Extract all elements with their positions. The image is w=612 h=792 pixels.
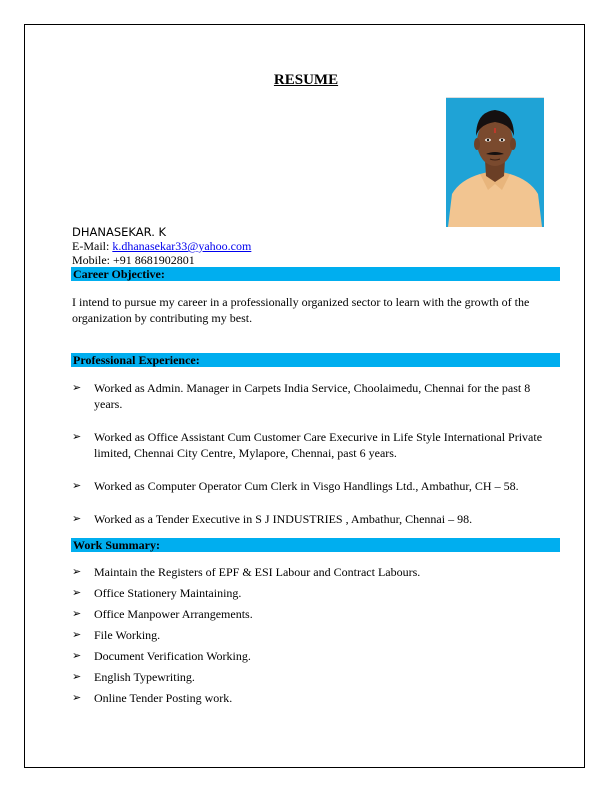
email-link[interactable]: k.dhanasekar33@yahoo.com [112, 239, 252, 253]
experience-list [72, 380, 552, 544]
candidate-name: DHANASEKAR. K [72, 225, 167, 239]
list-item: ➢ Worked as Office Assistant Cum Customer Care Execurive in Life Style International Private limited, Chennai City Centre, Mylapore, Chennai, past 6 years. [72, 430, 543, 460]
section-heading-career-objective: Career Objective: [71, 267, 560, 281]
resume-title: RESUME [273, 72, 339, 88]
bullet-arrow-icon: ➢ [72, 565, 82, 578]
section-heading-professional-experience: Professional Experience: [71, 353, 560, 367]
bullet-arrow-icon: ➢ [72, 670, 82, 683]
work-summary-list [72, 564, 552, 711]
bullet-arrow-icon: ➢ [72, 430, 82, 443]
portrait-image [446, 98, 544, 227]
bullet-arrow-icon: ➢ [72, 607, 82, 620]
bullet-arrow-icon: ➢ [72, 512, 82, 525]
list-item: ➢ Worked as Computer Operator Cum Clerk in Visgo Handlings Ltd., Ambathur, CH – 58. [72, 479, 519, 493]
list-item: ➢ Online Tender Posting work. [72, 691, 233, 705]
email-label: E-Mail: [72, 239, 110, 253]
bullet-arrow-icon: ➢ [72, 628, 82, 641]
list-item: ➢ File Working. [72, 628, 161, 642]
list-item: ➢ English Typewriting. [72, 670, 195, 684]
bullet-arrow-icon: ➢ [72, 691, 82, 704]
career-objective-text: I intend to pursue my career in a professionally organized sector to learn with the growth of the organization by contributing my best. [72, 295, 530, 325]
list-item: ➢ Maintain the Registers of EPF & ESI Labour and Contract Labours. [72, 565, 421, 579]
list-item: ➢ Office Manpower Arrangements. [72, 607, 253, 621]
bullet-arrow-icon: ➢ [72, 479, 82, 492]
profile-photo [446, 97, 544, 227]
email-line [72, 239, 251, 254]
list-item: ➢ Worked as a Tender Executive in S J INDUSTRIES , Ambathur, Chennai – 98. [72, 512, 473, 526]
bullet-arrow-icon: ➢ [72, 586, 82, 599]
list-item: ➢ Office Stationery Maintaining. [72, 586, 242, 600]
mobile-line: Mobile: +91 8681902801 [72, 253, 195, 267]
bullet-arrow-icon: ➢ [72, 649, 82, 662]
section-heading-work-summary: Work Summary: [71, 538, 560, 552]
list-item: ➢ Document Verification Working. [72, 649, 251, 663]
bullet-arrow-icon: ➢ [72, 381, 82, 394]
list-item: ➢ Worked as Admin. Manager in Carpets India Service, Choolaimedu, Chennai for the past 8 years. [72, 381, 531, 411]
